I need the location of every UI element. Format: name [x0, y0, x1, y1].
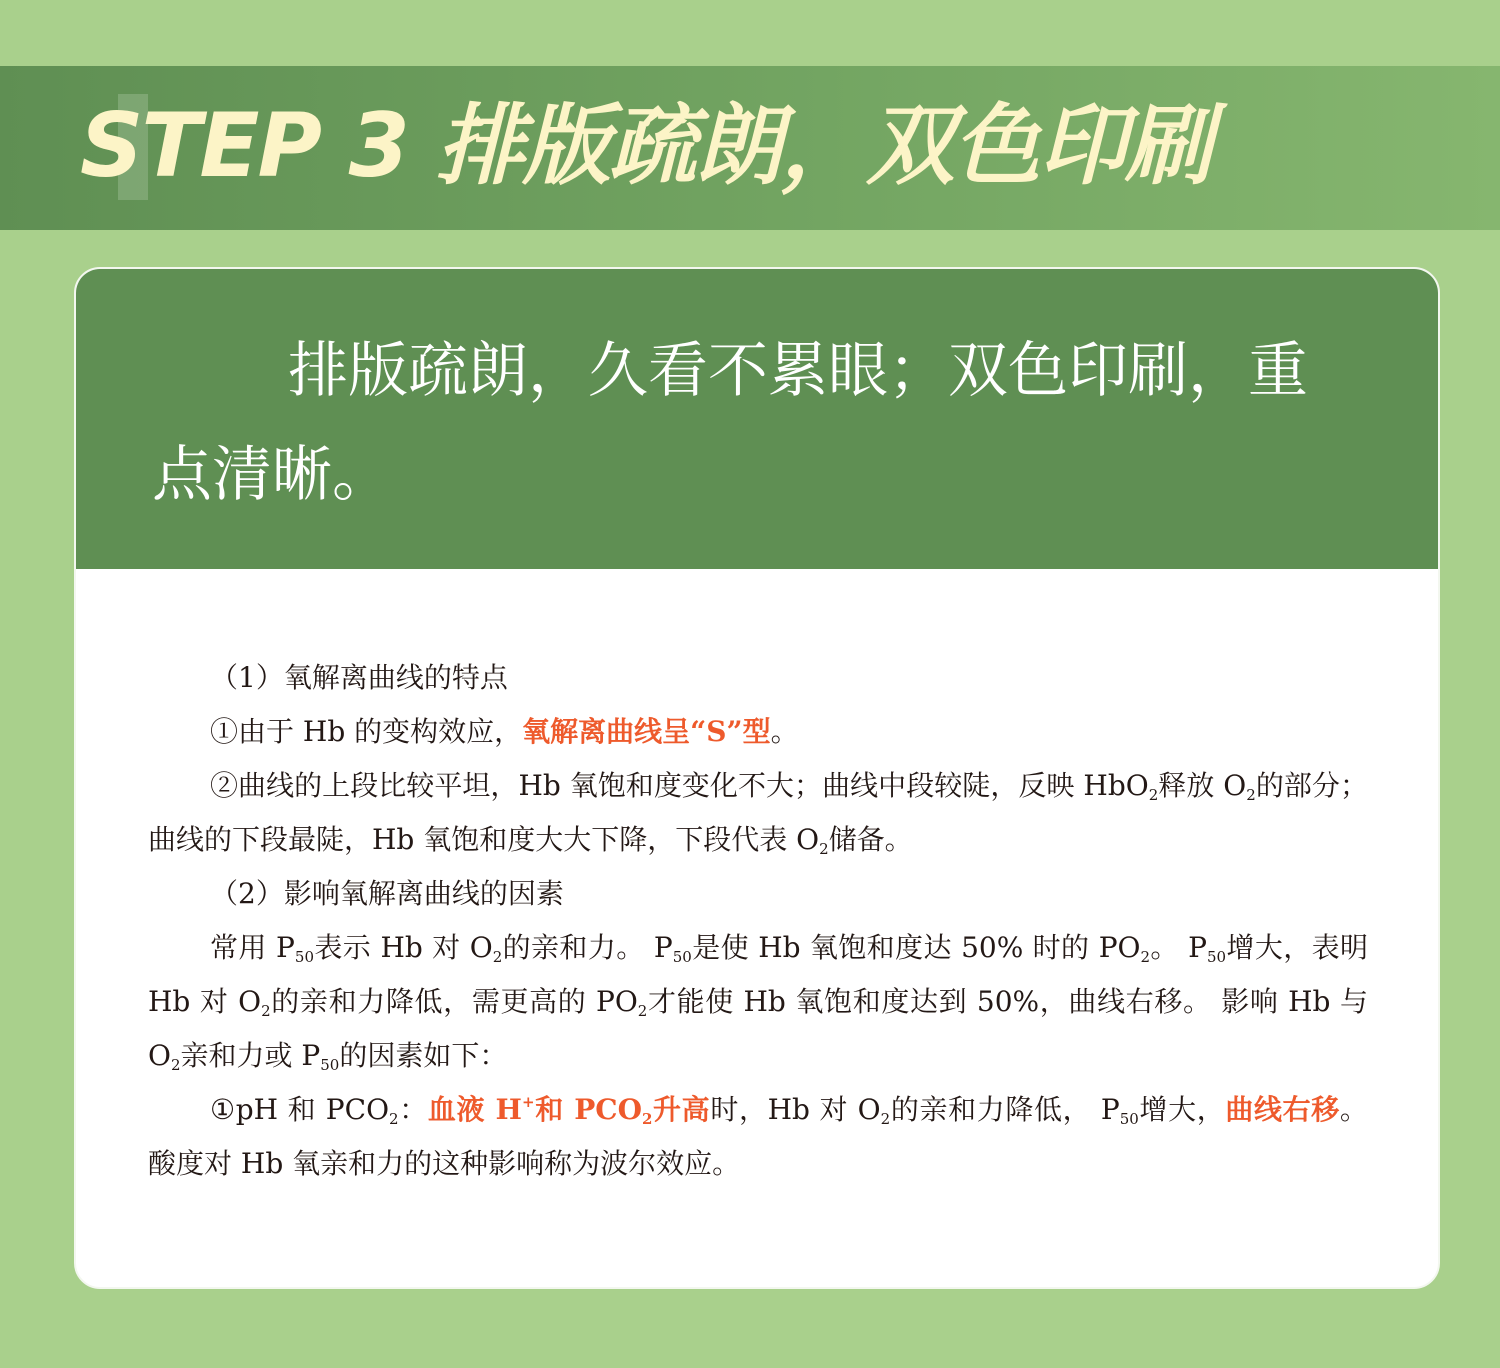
- content-card: [74, 267, 1440, 1289]
- highlight-text: 曲线右移: [1225, 1093, 1340, 1126]
- paragraph-4: ①pH 和 $PCO_2$：血液 H+和 $PCO_2$升高时，Hb 对 $O_2$的亲和力降低， $P_{50}$增大，曲线右移。 酸度对 Hb 氧亲和力的这种影响称为波尔效应。: [148, 1093, 1368, 1180]
- section-heading-1: （1）氧解离曲线的特点: [210, 661, 508, 694]
- paragraph-1: ①由于 Hb 的变构效应，氧解离曲线呈“S”型。: [210, 715, 799, 748]
- card-header: [76, 269, 1438, 569]
- paragraph-2: ②曲线的上段比较平坦，Hb 氧饱和度变化不大；曲线中段较陡，反映 HbO$_2$释放 $O_2$的部分；曲线的下段最陡，Hb 氧饱和度大大下降，下段代表 $O_2$储备。: [148, 769, 1368, 858]
- step-title: STEP 3 排版疏朗，双色印刷: [80, 94, 1211, 197]
- section-heading-2: （2）影响氧解离曲线的因素: [210, 877, 564, 910]
- highlight-text: 氧解离曲线呈“S”型: [522, 715, 771, 748]
- sample-text: [148, 651, 1368, 1191]
- paragraph-3: 常用 $P_{50}$表示 Hb 对 $O_2$的亲和力。 $P_{50}$是使 Hb 氧饱和度达 50% 时的 $PO_2$。 $P_{50}$增大，表明 Hb 对 $O_2$的亲和力降低，需更高的 $PO_2$才能使 Hb 氧饱和度达到 50%，曲线右移。 影响 Hb 与 $O_2$亲和力或 $P_{50}$的因素如下：: [148, 931, 1368, 1074]
- highlight-text: 血液 H+和 $PCO_2$升高: [427, 1093, 711, 1128]
- card-heading: 排版疏朗，久看不累眼；双色印刷，重点清晰。: [152, 336, 1308, 510]
- title-banner: [0, 66, 1500, 230]
